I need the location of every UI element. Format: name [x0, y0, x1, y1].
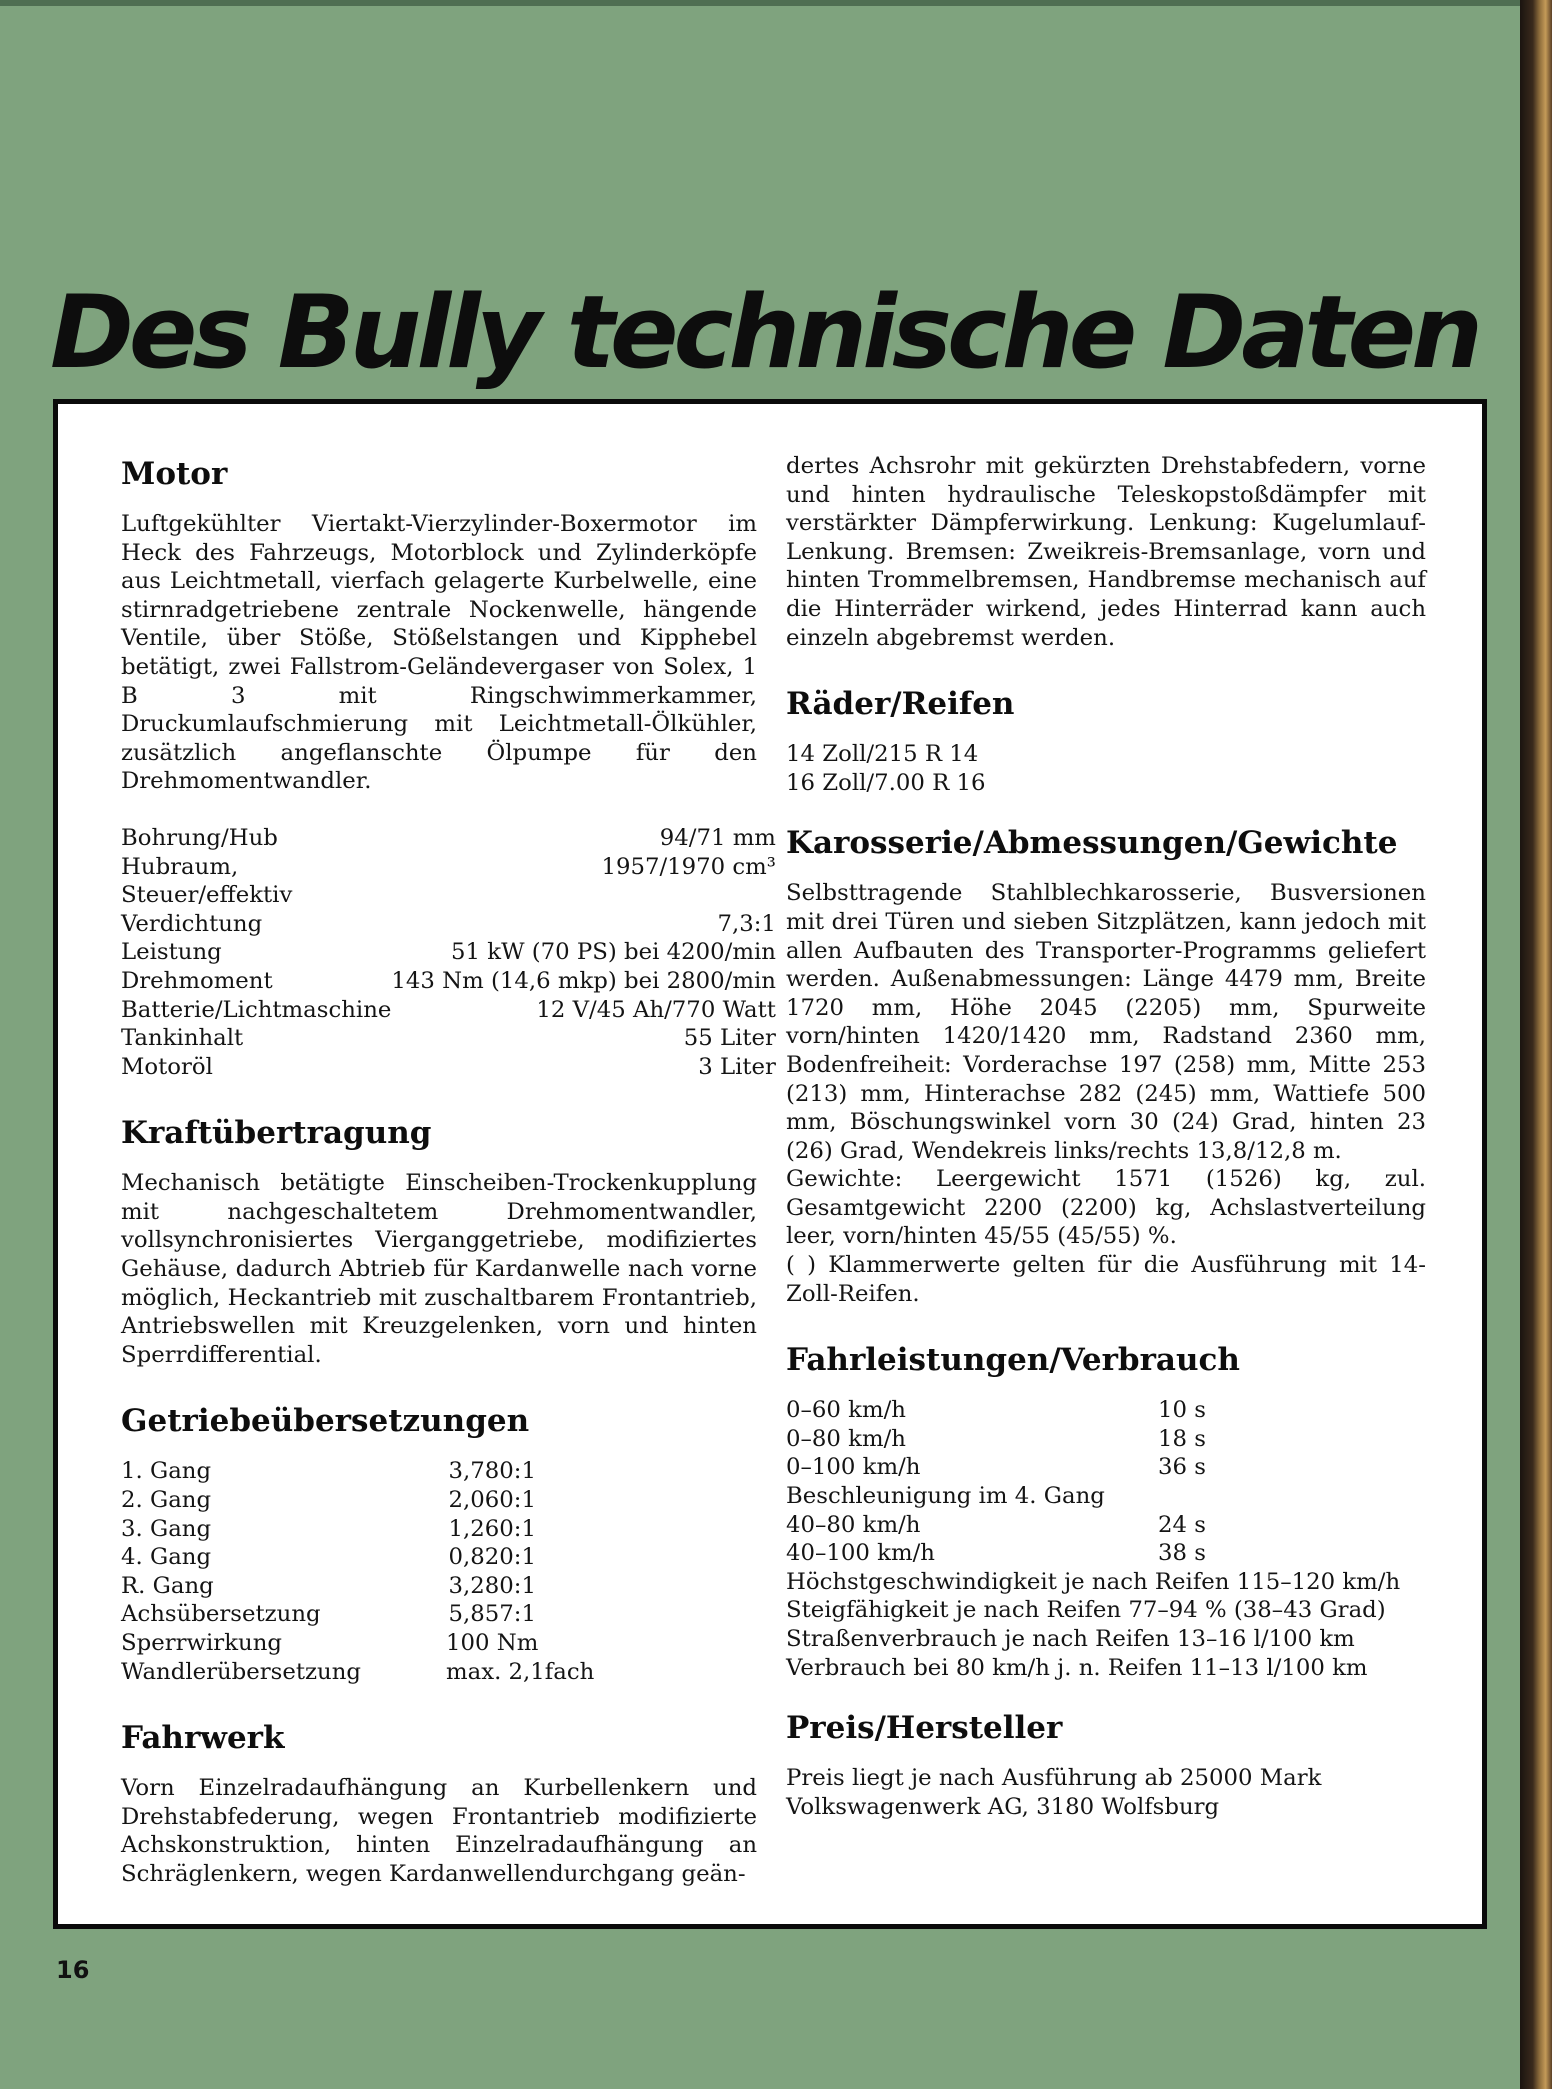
- section-getriebe: [121, 1403, 757, 1686]
- section-fahrleistungen: [786, 1342, 1426, 1682]
- section-title-kraftuebertragung: Kraftübertragung: [121, 1115, 432, 1152]
- gear-row-value-cell: [446, 1515, 594, 1544]
- motor-spec-row: [121, 996, 776, 1025]
- motor-spec-row-label: Tankinhalt: [121, 1025, 244, 1052]
- section-title-fahrwerk: Fahrwerk: [121, 1720, 285, 1757]
- section-raeder: [786, 686, 1426, 797]
- gear-row-label: Achsübersetzung: [121, 1601, 321, 1628]
- raeder-line: 14 Zoll/215 R 14: [786, 741, 979, 768]
- acceleration-row: [786, 1396, 1206, 1425]
- motor-spec-row-label: Bohrung/Hub: [121, 824, 278, 851]
- motor-spec-row: [121, 938, 776, 967]
- acceleration-row-label: 0–80 km/h: [786, 1425, 906, 1452]
- section-title-motor: Motor: [121, 456, 228, 492]
- performance-line: Straßenverbrauch je nach Reifen 13–16 l/100 km: [786, 1626, 1355, 1652]
- gear-row-label: 1. Gang: [121, 1458, 212, 1485]
- performance-line: Steigfähigkeit je nach Reifen 77–94 % (38–43 Grad): [786, 1597, 1386, 1624]
- gear-row-label: R. Gang: [121, 1572, 214, 1599]
- acceleration-row: [786, 1453, 1206, 1482]
- karosserie-note: ( ) Klammerwerte gelten für die Ausführung mit 14-Zoll-Reifen.: [786, 1252, 1426, 1307]
- motor-spec-row-value: 1957/1970 cm³: [601, 853, 776, 880]
- gear-row-label: Wandlerübersetzung: [121, 1658, 361, 1685]
- section-motor: [121, 456, 776, 1081]
- motor-spec-table: [121, 824, 776, 1081]
- acceleration-row: [786, 1425, 1206, 1454]
- motor-spec-row: [121, 967, 776, 996]
- motor-spec-row-value: 143 Nm (14,6 mkp) bei 2800/min: [391, 967, 776, 994]
- gear-row-value: 0,820:1: [448, 1544, 536, 1571]
- gear-row: [121, 1515, 594, 1544]
- motor-spec-row: [121, 1024, 776, 1053]
- next-page-edge: [1520, 0, 1552, 2089]
- acceleration-row-value: 10 s: [1158, 1397, 1206, 1424]
- section-preis: [786, 1710, 1426, 1821]
- acceleration-row-value: 24 s: [1158, 1511, 1206, 1538]
- gear-row-value: 3,780:1: [448, 1458, 536, 1485]
- performance-line: Verbrauch bei 80 km/h j. n. Reifen 11–13 l/100 km: [786, 1654, 1368, 1681]
- gear-row: [121, 1543, 594, 1572]
- section-karosserie: [786, 825, 1426, 1308]
- gear-row-label: 3. Gang: [121, 1515, 212, 1542]
- kraftuebertragung-text: Mechanisch betätigte Einscheiben-Trockenkupplung mit nachgeschaltetem Drehmomentwandler, vollsynchronisiertes Vierganggetriebe, modifiziertes Gehäuse, dadurch Abtrieb für Kardanwelle nach vorne möglich, Heckantrieb mit zuschaltbarem Frontantrieb, Antriebswellen mit Kreuzgelenken, vorn und hinten Sperrdifferential.: [121, 1170, 757, 1368]
- motor-spec-row: [121, 824, 776, 853]
- section-kraftuebertragung: [121, 1115, 757, 1369]
- acceleration-row-value: 18 s: [1158, 1425, 1206, 1452]
- motor-spec-row-label: Drehmoment: [121, 967, 273, 994]
- gear-row-value-cell: [446, 1486, 594, 1515]
- gear-row-value: 5,857:1: [448, 1601, 536, 1628]
- acceleration-subhead: Beschleunigung im 4. Gang: [786, 1483, 1105, 1510]
- right-column: [786, 452, 1426, 1821]
- motor-spec-row-label: Motoröl: [121, 1053, 213, 1080]
- motor-spec-row: [121, 853, 776, 910]
- acceleration-row-label: 40–100 km/h: [786, 1540, 935, 1567]
- gear-row-value: 3,280:1: [448, 1572, 536, 1599]
- gear-row-value-cell: [446, 1457, 594, 1486]
- gear-row-label: 4. Gang: [121, 1544, 212, 1571]
- gear-row: [121, 1572, 594, 1601]
- page-number: 16: [56, 1956, 90, 1984]
- acceleration-row-label: 40–80 km/h: [786, 1511, 921, 1538]
- motor-spec-row-value: 51 kW (70 PS) bei 4200/min: [451, 939, 776, 966]
- karosserie-text: Selbsttragende Stahlblechkarosserie, Busversionen mit drei Türen und sieben Sitzplätzen, kann jedoch mit allen Aufbauten des Transporter-Programms geliefert werden. Außenabmessungen: Länge 4479 mm, Breite 1720 mm, Höhe 2045 (2205) mm, Spurweite vorn/hinten 1420/1420 mm, Radstand 2360 mm, Bodenfreiheit: Vorderachse 197 (258) mm, Mitte 253 (213) mm, Hinterachse 282 (245) mm, Wattiefe 500 mm, Böschungswinkel vorn 30 (24) Grad, hinten 23 (26) Grad, Wendekreis links/rechts 13,8/12,8 m.: [786, 880, 1426, 1164]
- section-title-fahrleistungen: Fahrleistungen/Verbrauch: [786, 1342, 1240, 1379]
- acceleration-row: [786, 1539, 1206, 1568]
- motor-spec-row-value: 94/71 mm: [659, 824, 776, 851]
- motor-spec-row-label: Hubraum, Steuer/effektiv: [121, 853, 293, 909]
- gear-row-value-cell: [446, 1572, 594, 1601]
- gear-row-value-cell: [446, 1543, 594, 1572]
- motor-spec-row-value: 55 Liter: [683, 1025, 776, 1052]
- acceleration-row-value: 38 s: [1158, 1540, 1206, 1567]
- motor-text: Luftgekühlter Viertakt-Vierzylinder-Boxermotor im Heck des Fahrzeugs, Motorblock und Zylinderköpfe aus Leichtmetall, vierfach gelagerte Kurbelwelle, eine stirnradgetriebene zentrale Nockenwelle, hängende Ventile, über Stöße, Stößelstangen und Kipphebel betätigt, zwei Fallstrom-Geländevergaser von Solex, 1 B 3 mit Ringschwimmerkammer, Druckumlaufschmierung mit Leichtmetall-Ölkühler, zusätzlich angeflanschte Ölpumpe für den Drehmomentwandler.: [121, 511, 757, 795]
- gear-ratio-table: [121, 1457, 594, 1686]
- gear-row-value: max. 2,1fach: [446, 1658, 595, 1685]
- acceleration-row-value: 36 s: [1158, 1454, 1206, 1481]
- gear-row: [121, 1600, 594, 1629]
- acceleration-row-label: 0–100 km/h: [786, 1454, 921, 1481]
- gear-row: [121, 1658, 594, 1687]
- gear-row: [121, 1457, 594, 1486]
- gear-row-label: Sperrwirkung: [121, 1630, 282, 1656]
- motor-spec-row-label: Leistung: [121, 939, 222, 966]
- preis-line: Preis liegt je nach Ausführung ab 25000 Mark: [786, 1765, 1322, 1792]
- section-title-karosserie: Karosserie/Abmessungen/Gewichte: [786, 825, 1398, 862]
- motor-spec-row: [121, 910, 776, 939]
- fahrwerk-text-right: dertes Achsrohr mit gekürzten Drehstabfedern, vorne und hinten hydraulische Teleskopstoßdämpfer mit verstärkter Dämpferwirkung. Lenkung: Kugelumlauf-Lenkung. Bremsen: Zweikreis-Bremsanlage, vorn und hinten Trommelbremsen, Handbremse mechanisch auf die Hinterräder wirkend, jedes Hinterrad kann auch einzeln abgebremst werden.: [786, 453, 1426, 651]
- karosserie-gewichte: Gewichte: Leergewicht 1571 (1526) kg, zul. Gesamtgewicht 2200 (2200) kg, Achslastverteilung leer, vorn/hinten 45/55 (45/55) %.: [786, 1166, 1426, 1250]
- motor-spec-row-label: Verdichtung: [121, 910, 263, 937]
- hersteller-line: Volkswagenwerk AG, 3180 Wolfsburg: [786, 1793, 1220, 1820]
- section-title-raeder: Räder/Reifen: [786, 686, 1015, 723]
- page-top-shadow: [0, 0, 1520, 6]
- gear-row-value: 1,260:1: [448, 1515, 536, 1542]
- gear-row: [121, 1486, 594, 1515]
- fahrwerk-text-left: Vorn Einzelradaufhängung an Kurbellenkern und Drehstabfederung, wegen Frontantrieb modifizierte Achskonstruktion, hinten Einzelradaufhängung an Schräglenkern, wegen Kardanwellendurchgang geän-: [121, 1775, 757, 1887]
- acceleration-row-label: 0–60 km/h: [786, 1397, 906, 1424]
- gear-row-value-cell: [446, 1600, 594, 1629]
- motor-spec-row-value: 7,3:1: [717, 910, 776, 937]
- acceleration-row: [786, 1511, 1206, 1540]
- gear-row-label: 2. Gang: [121, 1487, 212, 1514]
- left-column: [121, 456, 776, 1889]
- motor-spec-row-value: 3 Liter: [698, 1053, 776, 1080]
- motor-spec-row: [121, 1053, 776, 1082]
- spec-box: [53, 399, 1487, 1929]
- motor-spec-row-value: 12 V/45 Ah/770 Watt: [536, 996, 776, 1023]
- gear-row-value-cell: [446, 1658, 594, 1687]
- gear-row-value: 100 Nm: [446, 1630, 539, 1656]
- section-fahrwerk: [121, 1720, 757, 1888]
- acceleration-4th-gear-table: [786, 1511, 1206, 1568]
- headline: Des Bully technische Daten: [50, 273, 1479, 391]
- section-title-preis: Preis/Hersteller: [786, 1710, 1063, 1747]
- performance-line: Höchstgeschwindigkeit je nach Reifen 115–120 km/h: [786, 1568, 1401, 1595]
- gear-row: [121, 1629, 594, 1658]
- gear-row-value-cell: [446, 1629, 594, 1658]
- acceleration-table: [786, 1396, 1206, 1482]
- section-title-getriebe: Getriebeübersetzungen: [121, 1403, 530, 1440]
- gear-row-value: 2,060:1: [448, 1487, 536, 1514]
- raeder-line: 16 Zoll/7.00 R 16: [786, 769, 986, 796]
- motor-spec-row-label: Batterie/Lichtmaschine: [121, 996, 392, 1023]
